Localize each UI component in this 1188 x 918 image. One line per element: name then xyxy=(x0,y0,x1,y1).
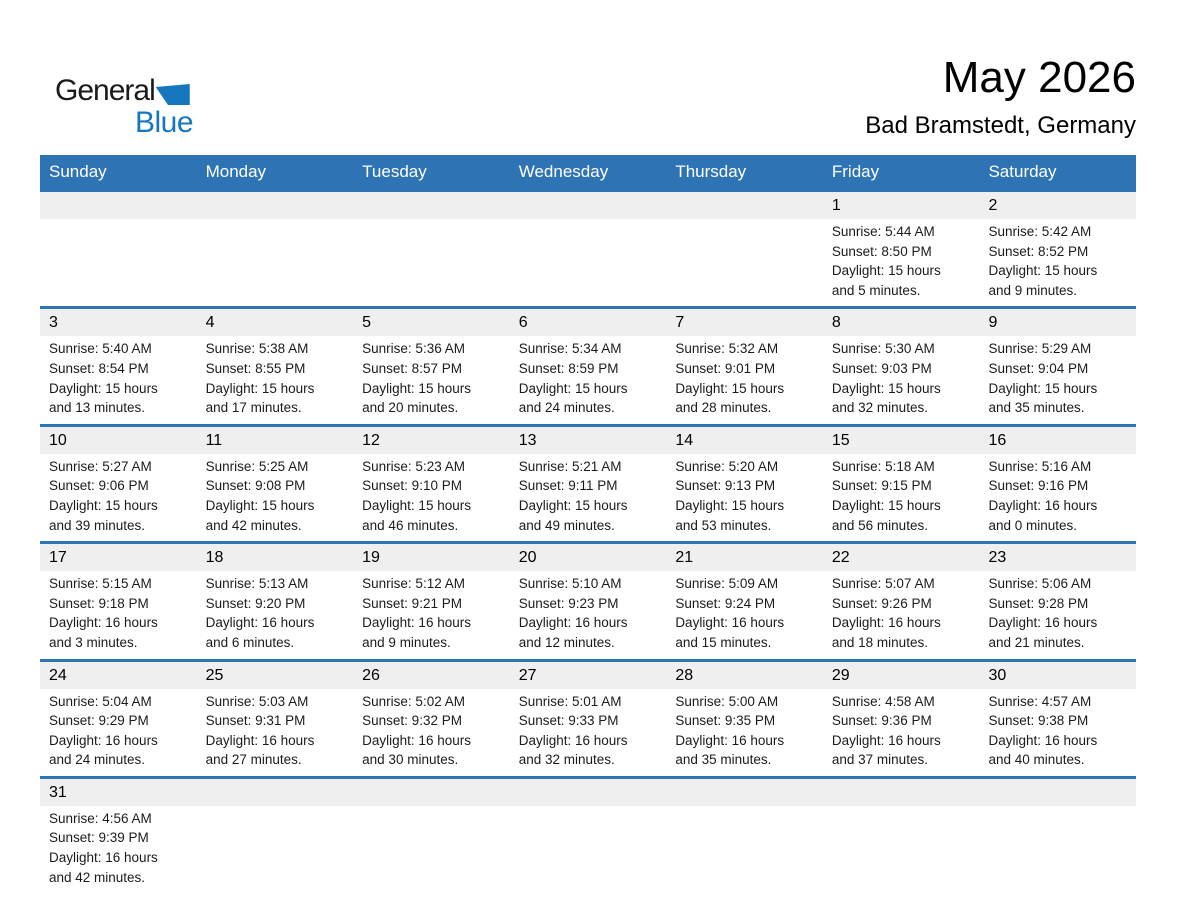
day-cell xyxy=(510,662,667,776)
day-number xyxy=(40,192,197,219)
logo-triangle-icon xyxy=(156,84,190,105)
day-number: 12 xyxy=(353,427,510,454)
day-cell xyxy=(510,427,667,541)
week-row xyxy=(40,189,1136,306)
empty-day-cell xyxy=(979,779,1136,893)
day-cell xyxy=(40,309,197,423)
sunset-text: Sunset: 9:11 PM xyxy=(518,478,618,494)
daylight-text-line2: and 32 minutes. xyxy=(831,400,928,416)
sunset-text: Sunset: 9:31 PM xyxy=(205,713,306,729)
logo-text-general: General xyxy=(55,74,155,107)
sunset-text: Sunset: 9:36 PM xyxy=(831,713,932,729)
day-number: 14 xyxy=(666,427,823,454)
sunset-text: Sunset: 9:18 PM xyxy=(49,595,149,611)
day-cell xyxy=(197,309,354,423)
sunrise-text: Sunrise: 5:29 AM xyxy=(988,341,1092,357)
day-number xyxy=(353,192,510,219)
sunset-text: Sunset: 8:50 PM xyxy=(831,243,932,259)
sunrise-text: Sunrise: 5:06 AM xyxy=(988,576,1092,592)
sunset-text: Sunset: 9:23 PM xyxy=(518,595,619,611)
title-block xyxy=(865,53,1136,139)
sunset-text: Sunset: 9:01 PM xyxy=(675,360,776,376)
daylight-text-line2: and 24 minutes. xyxy=(518,400,615,416)
day-details xyxy=(510,571,667,658)
day-number xyxy=(666,779,823,806)
day-cell xyxy=(353,309,510,423)
sunrise-text: Sunrise: 5:32 AM xyxy=(675,341,779,357)
sunrise-text: Sunrise: 5:00 AM xyxy=(675,693,779,709)
month-title: May 2026 xyxy=(942,53,1136,102)
day-cell xyxy=(979,544,1136,658)
sunset-text: Sunset: 9:20 PM xyxy=(205,595,306,611)
sunrise-text: Sunrise: 5:27 AM xyxy=(49,458,152,474)
weekday-header-sunday: Sunday xyxy=(49,162,107,181)
daylight-text-line2: and 37 minutes. xyxy=(831,752,928,768)
daylight-text-line2: and 9 minutes. xyxy=(988,282,1078,298)
day-cell xyxy=(823,427,980,541)
day-number: 8 xyxy=(823,309,980,336)
sunset-text: Sunset: 9:06 PM xyxy=(49,478,149,494)
sunset-text: Sunset: 9:35 PM xyxy=(675,713,776,729)
day-cell xyxy=(40,779,197,893)
empty-day-cell xyxy=(510,779,667,893)
sunrise-text: Sunrise: 5:21 AM xyxy=(518,458,622,474)
weekday-header-saturday: Saturday xyxy=(988,162,1057,181)
daylight-text-line1: Daylight: 15 hours xyxy=(831,380,941,396)
day-details xyxy=(353,571,510,658)
day-details xyxy=(666,454,823,541)
daylight-text-line1: Daylight: 16 hours xyxy=(205,615,315,631)
daylight-text-line1: Daylight: 16 hours xyxy=(988,497,1098,513)
day-cell xyxy=(979,192,1136,306)
daylight-text-line2: and 21 minutes. xyxy=(988,634,1085,650)
daylight-text-line2: and 30 minutes. xyxy=(362,752,459,768)
day-cell xyxy=(979,309,1136,423)
empty-day-cell xyxy=(353,192,510,306)
daylight-text-line1: Daylight: 15 hours xyxy=(831,497,941,513)
daylight-text-line1: Daylight: 16 hours xyxy=(362,732,471,748)
day-number: 30 xyxy=(979,662,1136,689)
day-details xyxy=(40,336,197,423)
day-number: 20 xyxy=(510,544,667,571)
daylight-text-line1: Daylight: 16 hours xyxy=(49,732,158,748)
daylight-text-line2: and 42 minutes. xyxy=(49,869,146,885)
day-number: 9 xyxy=(979,309,1136,336)
day-number xyxy=(823,779,980,806)
day-number: 2 xyxy=(979,192,1136,219)
sunrise-text: Sunrise: 5:13 AM xyxy=(205,576,309,592)
daylight-text-line2: and 17 minutes. xyxy=(205,400,302,416)
week-row xyxy=(40,424,1136,541)
day-number: 31 xyxy=(40,779,197,806)
day-details xyxy=(40,454,197,541)
day-number: 29 xyxy=(823,662,980,689)
sunrise-text: Sunrise: 5:01 AM xyxy=(518,693,622,709)
sunset-text: Sunset: 9:10 PM xyxy=(362,478,462,494)
day-cell xyxy=(40,427,197,541)
daylight-text-line1: Daylight: 15 hours xyxy=(205,380,315,396)
daylight-text-line2: and 3 minutes. xyxy=(49,634,138,650)
daylight-text-line1: Daylight: 16 hours xyxy=(49,615,158,631)
day-number: 26 xyxy=(353,662,510,689)
day-cell xyxy=(823,544,980,658)
sunrise-text: Sunrise: 5:16 AM xyxy=(988,458,1092,474)
empty-day-cell xyxy=(197,192,354,306)
sunrise-text: Sunrise: 5:40 AM xyxy=(49,341,152,357)
day-details xyxy=(666,571,823,658)
daylight-text-line2: and 32 minutes. xyxy=(518,752,615,768)
sunrise-text: Sunrise: 5:34 AM xyxy=(518,341,622,357)
sunrise-text: Sunrise: 4:56 AM xyxy=(49,810,152,826)
daylight-text-line1: Daylight: 15 hours xyxy=(675,380,785,396)
sunset-text: Sunset: 9:28 PM xyxy=(988,595,1089,611)
day-details xyxy=(666,689,823,776)
sunset-text: Sunset: 9:16 PM xyxy=(988,478,1089,494)
daylight-text-line1: Daylight: 16 hours xyxy=(518,615,628,631)
day-details xyxy=(979,689,1136,776)
day-cell xyxy=(823,662,980,776)
daylight-text-line1: Daylight: 15 hours xyxy=(49,380,158,396)
day-cell xyxy=(197,662,354,776)
sunrise-text: Sunrise: 5:15 AM xyxy=(49,576,152,592)
day-number: 1 xyxy=(823,192,980,219)
daylight-text-line1: Daylight: 15 hours xyxy=(49,497,158,513)
day-details xyxy=(666,336,823,423)
day-details xyxy=(197,689,354,776)
day-number: 16 xyxy=(979,427,1136,454)
day-number: 6 xyxy=(510,309,667,336)
day-cell xyxy=(823,309,980,423)
day-details xyxy=(979,336,1136,423)
empty-day-cell xyxy=(666,779,823,893)
sunset-text: Sunset: 9:21 PM xyxy=(362,595,462,611)
day-details xyxy=(823,454,980,541)
day-details xyxy=(510,689,667,776)
day-details xyxy=(823,219,980,306)
sunrise-text: Sunrise: 5:18 AM xyxy=(831,458,935,474)
day-number xyxy=(353,779,510,806)
day-number xyxy=(197,192,354,219)
sunset-text: Sunset: 9:13 PM xyxy=(675,478,776,494)
day-cell xyxy=(510,309,667,423)
daylight-text-line1: Daylight: 16 hours xyxy=(675,732,785,748)
sunrise-text: Sunrise: 5:36 AM xyxy=(362,341,465,357)
daylight-text-line2: and 6 minutes. xyxy=(205,634,295,650)
week-row xyxy=(40,306,1136,423)
daylight-text-line2: and 40 minutes. xyxy=(988,752,1085,768)
sunset-text: Sunset: 9:15 PM xyxy=(831,478,932,494)
day-number: 3 xyxy=(40,309,197,336)
day-cell xyxy=(666,662,823,776)
day-number: 22 xyxy=(823,544,980,571)
sunrise-text: Sunrise: 5:10 AM xyxy=(518,576,622,592)
sunset-text: Sunset: 9:04 PM xyxy=(988,360,1089,376)
day-number: 4 xyxy=(197,309,354,336)
daylight-text-line2: and 35 minutes. xyxy=(675,752,772,768)
sunset-text: Sunset: 9:26 PM xyxy=(831,595,932,611)
sunrise-text: Sunrise: 5:44 AM xyxy=(831,224,935,239)
day-cell xyxy=(353,427,510,541)
day-number: 13 xyxy=(510,427,667,454)
location-subtitle: Bad Bramstedt, Germany xyxy=(865,112,1136,139)
sunset-text: Sunset: 8:55 PM xyxy=(205,360,306,376)
empty-day-cell xyxy=(823,779,980,893)
day-details xyxy=(40,806,197,893)
day-cell xyxy=(823,192,980,306)
daylight-text-line1: Daylight: 16 hours xyxy=(675,615,785,631)
empty-day-cell xyxy=(510,192,667,306)
day-number xyxy=(979,779,1136,806)
day-number: 23 xyxy=(979,544,1136,571)
day-details xyxy=(197,571,354,658)
day-cell xyxy=(510,544,667,658)
sunrise-text: Sunrise: 5:42 AM xyxy=(988,224,1092,239)
weekday-header-friday: Friday xyxy=(831,162,880,181)
day-number: 15 xyxy=(823,427,980,454)
sunset-text: Sunset: 9:08 PM xyxy=(205,478,306,494)
week-row xyxy=(40,541,1136,658)
day-details xyxy=(823,336,980,423)
sunrise-text: Sunrise: 5:23 AM xyxy=(362,458,465,474)
day-number: 19 xyxy=(353,544,510,571)
day-cell xyxy=(40,662,197,776)
logo-text-blue: Blue xyxy=(135,106,194,139)
day-number: 18 xyxy=(197,544,354,571)
day-details xyxy=(823,689,980,776)
day-number: 25 xyxy=(197,662,354,689)
day-cell xyxy=(197,427,354,541)
daylight-text-line2: and 15 minutes. xyxy=(675,634,772,650)
daylight-text-line1: Daylight: 16 hours xyxy=(988,732,1098,748)
daylight-text-line1: Daylight: 16 hours xyxy=(518,732,628,748)
day-details xyxy=(197,336,354,423)
day-cell xyxy=(666,544,823,658)
day-details xyxy=(40,571,197,658)
sunset-text: Sunset: 9:38 PM xyxy=(988,713,1089,729)
empty-day-cell xyxy=(666,192,823,306)
sunrise-text: Sunrise: 5:25 AM xyxy=(205,458,309,474)
day-number: 7 xyxy=(666,309,823,336)
day-number: 24 xyxy=(40,662,197,689)
daylight-text-line1: Daylight: 16 hours xyxy=(831,615,941,631)
sunrise-text: Sunrise: 5:30 AM xyxy=(831,341,935,357)
daylight-text-line1: Daylight: 16 hours xyxy=(49,850,158,866)
daylight-text-line2: and 28 minutes. xyxy=(675,400,772,416)
day-details xyxy=(197,454,354,541)
day-details xyxy=(40,689,197,776)
daylight-text-line2: and 0 minutes. xyxy=(988,517,1078,533)
general-blue-logo xyxy=(55,76,193,138)
day-details xyxy=(979,454,1136,541)
daylight-text-line2: and 46 minutes. xyxy=(362,517,459,533)
day-number xyxy=(510,779,667,806)
daylight-text-line1: Daylight: 16 hours xyxy=(988,615,1098,631)
day-details xyxy=(353,689,510,776)
daylight-text-line2: and 49 minutes. xyxy=(518,517,615,533)
sunrise-text: Sunrise: 5:20 AM xyxy=(675,458,779,474)
daylight-text-line2: and 53 minutes. xyxy=(675,517,772,533)
sunset-text: Sunset: 9:33 PM xyxy=(518,713,619,729)
daylight-text-line2: and 18 minutes. xyxy=(831,634,928,650)
daylight-text-line2: and 5 minutes. xyxy=(831,282,921,298)
daylight-text-line1: Daylight: 15 hours xyxy=(518,497,628,513)
sunset-text: Sunset: 9:03 PM xyxy=(831,360,932,376)
day-cell xyxy=(353,662,510,776)
sunset-text: Sunset: 8:59 PM xyxy=(518,360,619,376)
daylight-text-line2: and 9 minutes. xyxy=(362,634,451,650)
day-number: 10 xyxy=(40,427,197,454)
calendar-grid xyxy=(40,189,1136,893)
day-number: 27 xyxy=(510,662,667,689)
day-cell xyxy=(666,309,823,423)
daylight-text-line1: Daylight: 16 hours xyxy=(831,732,941,748)
sunset-text: Sunset: 9:39 PM xyxy=(49,830,149,846)
day-number: 21 xyxy=(666,544,823,571)
daylight-text-line1: Daylight: 16 hours xyxy=(205,732,315,748)
day-number: 17 xyxy=(40,544,197,571)
daylight-text-line2: and 35 minutes. xyxy=(988,400,1085,416)
day-details xyxy=(823,571,980,658)
sunrise-text: Sunrise: 5:38 AM xyxy=(205,341,309,357)
day-number: 28 xyxy=(666,662,823,689)
daylight-text-line1: Daylight: 15 hours xyxy=(675,497,785,513)
weekday-header-thursday: Thursday xyxy=(675,162,747,181)
daylight-text-line1: Daylight: 15 hours xyxy=(362,497,471,513)
day-number xyxy=(510,192,667,219)
day-details xyxy=(353,336,510,423)
calendar-table xyxy=(40,155,1136,893)
week-row xyxy=(40,776,1136,893)
daylight-text-line1: Daylight: 15 hours xyxy=(988,380,1098,396)
weekday-header-monday: Monday xyxy=(205,162,267,181)
day-details xyxy=(979,219,1136,306)
daylight-text-line1: Daylight: 15 hours xyxy=(831,263,941,279)
empty-day-cell xyxy=(197,779,354,893)
day-cell xyxy=(353,544,510,658)
daylight-text-line2: and 56 minutes. xyxy=(831,517,928,533)
day-cell xyxy=(40,544,197,658)
sunrise-text: Sunrise: 5:09 AM xyxy=(675,576,779,592)
sunset-text: Sunset: 9:29 PM xyxy=(49,713,149,729)
sunrise-text: Sunrise: 5:03 AM xyxy=(205,693,309,709)
day-details xyxy=(979,571,1136,658)
daylight-text-line2: and 39 minutes. xyxy=(49,517,146,533)
daylight-text-line1: Daylight: 15 hours xyxy=(205,497,315,513)
day-details xyxy=(353,454,510,541)
sunrise-text: Sunrise: 4:57 AM xyxy=(988,693,1092,709)
day-cell xyxy=(666,427,823,541)
day-number xyxy=(666,192,823,219)
daylight-text-line1: Daylight: 15 hours xyxy=(362,380,471,396)
day-cell xyxy=(197,544,354,658)
daylight-text-line2: and 20 minutes. xyxy=(362,400,459,416)
day-details xyxy=(510,454,667,541)
sunrise-text: Sunrise: 4:58 AM xyxy=(831,693,935,709)
sunrise-text: Sunrise: 5:12 AM xyxy=(362,576,465,592)
day-cell xyxy=(979,662,1136,776)
empty-day-cell xyxy=(40,192,197,306)
sunset-text: Sunset: 8:52 PM xyxy=(988,243,1089,259)
weekday-header-tuesday: Tuesday xyxy=(362,162,427,181)
daylight-text-line1: Daylight: 15 hours xyxy=(518,380,628,396)
daylight-text-line2: and 13 minutes. xyxy=(49,400,146,416)
daylight-text-line1: Daylight: 16 hours xyxy=(362,615,471,631)
day-number xyxy=(197,779,354,806)
week-row xyxy=(40,659,1136,776)
weekday-header-row xyxy=(40,155,1136,189)
day-cell xyxy=(979,427,1136,541)
day-number: 5 xyxy=(353,309,510,336)
sunset-text: Sunset: 9:32 PM xyxy=(362,713,462,729)
daylight-text-line1: Daylight: 15 hours xyxy=(988,263,1098,279)
daylight-text-line2: and 27 minutes. xyxy=(205,752,302,768)
empty-day-cell xyxy=(353,779,510,893)
sunrise-text: Sunrise: 5:02 AM xyxy=(362,693,465,709)
weekday-header-wednesday: Wednesday xyxy=(518,162,609,181)
sunset-text: Sunset: 8:54 PM xyxy=(49,360,149,376)
sunset-text: Sunset: 8:57 PM xyxy=(362,360,462,376)
daylight-text-line2: and 42 minutes. xyxy=(205,517,302,533)
sunrise-text: Sunrise: 5:07 AM xyxy=(831,576,935,592)
daylight-text-line2: and 24 minutes. xyxy=(49,752,146,768)
day-details xyxy=(510,336,667,423)
daylight-text-line2: and 12 minutes. xyxy=(518,634,615,650)
day-number: 11 xyxy=(197,427,354,454)
sunrise-text: Sunrise: 5:04 AM xyxy=(49,693,152,709)
sunset-text: Sunset: 9:24 PM xyxy=(675,595,776,611)
